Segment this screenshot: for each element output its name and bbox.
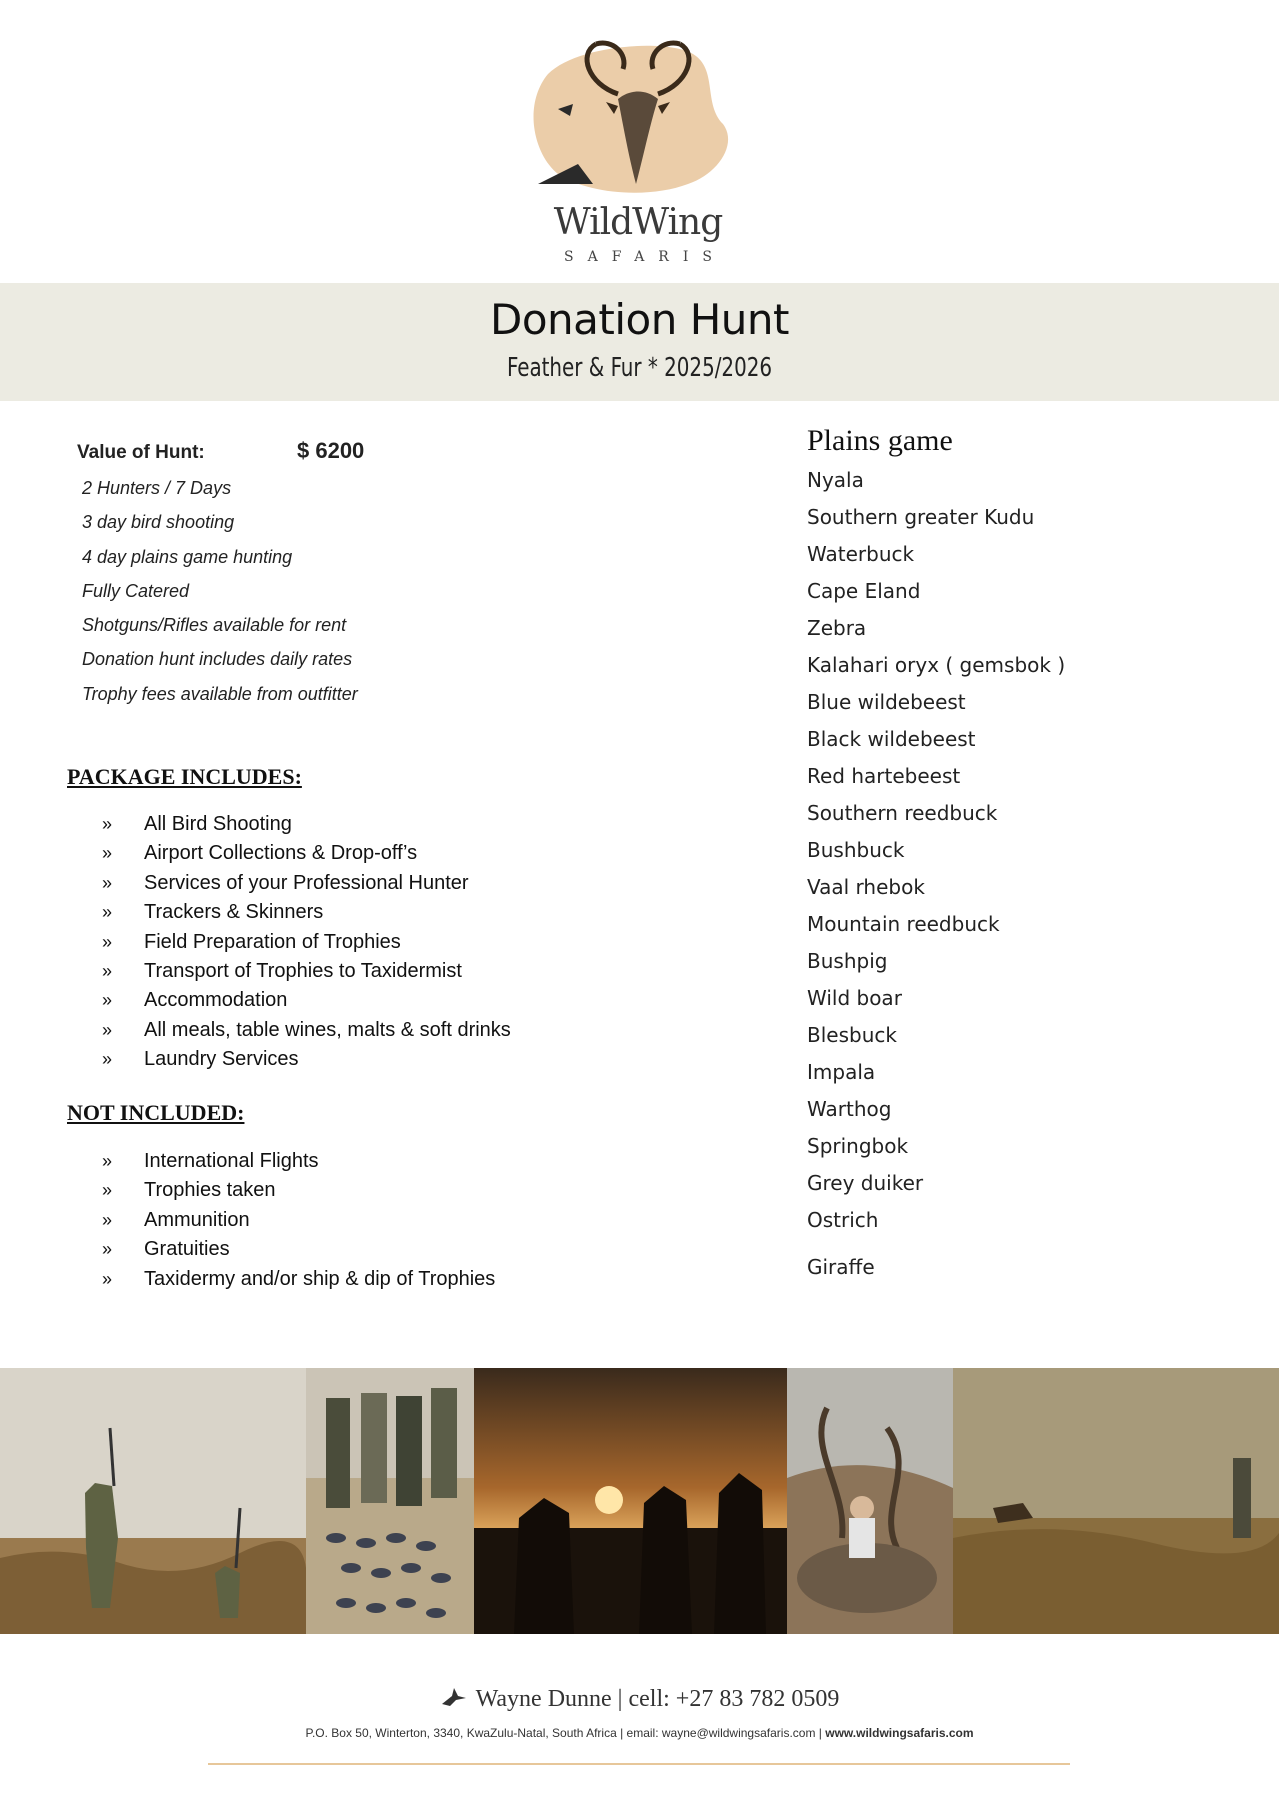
list-item: » Taxidermy and/or ship & dip of Trophies xyxy=(102,1265,702,1294)
bird-logo-icon xyxy=(440,1686,468,1708)
footer-contact xyxy=(0,1686,1279,1713)
title-band xyxy=(0,283,1279,401)
not-included-heading: NOT INCLUDED: xyxy=(67,1100,245,1125)
value-amount: $ 6200 xyxy=(297,438,365,463)
list-item: Cape Eland xyxy=(807,579,921,603)
bullet-chevron-icon: » xyxy=(102,990,113,1011)
list-item: Red hartebeest xyxy=(807,764,961,788)
footer-website-link[interactable]: www.wildwingsafaris.com xyxy=(825,1726,974,1740)
plains-game-extra: Giraffe xyxy=(807,1255,875,1279)
footer-contact-text: Wayne Dunne | cell: +27 83 782 0509 xyxy=(475,1686,840,1712)
bullet-chevron-icon: » xyxy=(102,931,113,952)
logo xyxy=(518,34,758,274)
value-of-hunt xyxy=(77,436,497,466)
list-item: » All meals, table wines, malts & soft drinks xyxy=(102,1016,702,1045)
list-item: » Ammunition xyxy=(102,1206,702,1235)
list-item: Southern greater Kudu xyxy=(807,505,1035,529)
list-item: Fully Catered xyxy=(82,580,190,601)
list-item: » All Bird Shooting xyxy=(102,810,702,839)
footer-address-text: P.O. Box 50, Winterton, 3340, KwaZulu-Natal, South Africa | email: wayne@wildwingsafaris.com | xyxy=(305,1726,826,1740)
field-dog-photo xyxy=(953,1368,1279,1634)
list-item: » Trophies taken xyxy=(102,1176,702,1205)
kudu-emblem-icon xyxy=(518,34,758,210)
list-item: Blesbuck xyxy=(807,1023,897,1047)
list-item: Waterbuck xyxy=(807,542,915,566)
list-item: 2 Hunters / 7 Days xyxy=(82,478,232,498)
list-item: Mountain reedbuck xyxy=(807,912,1000,936)
list-item: » Trackers & Skinners xyxy=(102,898,702,927)
bullet-chevron-icon: » xyxy=(102,1180,113,1201)
not-included-list xyxy=(102,1147,702,1294)
page-title: Donation Hunt xyxy=(490,295,789,344)
footer-divider xyxy=(208,1763,1070,1765)
list-item: 3 day bird shooting xyxy=(82,512,235,533)
logo-wordmark: WildWing xyxy=(553,202,723,243)
package-includes-list xyxy=(102,810,702,1075)
bullet-chevron-icon: » xyxy=(102,1268,113,1289)
list-item: Ostrich xyxy=(807,1208,879,1232)
list-item: Vaal rhebok xyxy=(807,875,925,899)
bullet-chevron-icon: » xyxy=(102,902,113,923)
bullet-chevron-icon: » xyxy=(102,960,113,981)
hunters-group-photo xyxy=(306,1368,474,1634)
bullet-chevron-icon: » xyxy=(102,1049,113,1070)
bullet-chevron-icon: » xyxy=(102,814,113,834)
bird-shooting-photo xyxy=(0,1368,306,1634)
list-item: » Services of your Professional Hunter xyxy=(102,869,702,898)
list-item: Warthog xyxy=(807,1097,892,1121)
bullet-chevron-icon: » xyxy=(102,1239,113,1260)
bullet-chevron-icon: » xyxy=(102,872,113,893)
plains-game-heading: Plains game xyxy=(807,424,953,457)
page-subtitle: Feather & Fur * 2025/2026 xyxy=(506,353,773,383)
list-item: Bushpig xyxy=(807,949,888,973)
list-item: » Transport of Trophies to Taxidermist xyxy=(102,957,702,986)
list-item: Impala xyxy=(807,1060,876,1084)
list-item: Shotguns/Rifles available for rent xyxy=(82,615,347,636)
list-item: » Field Preparation of Trophies xyxy=(102,928,702,957)
list-item: Springbok xyxy=(807,1134,909,1158)
list-item: Nyala xyxy=(807,468,864,492)
hunt-details-list xyxy=(82,474,532,714)
bullet-chevron-icon: » xyxy=(102,843,113,864)
footer-address xyxy=(0,1726,1279,1740)
list-item: 4 day plains game hunting xyxy=(82,546,293,567)
list-item: » Gratuities xyxy=(102,1235,702,1264)
kudu-trophy-photo xyxy=(787,1368,953,1634)
list-item: Donation hunt includes daily rates xyxy=(82,649,353,670)
list-item: Kalahari oryx ( gemsbok ) xyxy=(807,653,1066,677)
list-item: Bushbuck xyxy=(807,838,905,862)
plains-game-list xyxy=(807,465,1227,1242)
list-item: Blue wildebeest xyxy=(807,690,966,714)
bullet-chevron-icon: » xyxy=(102,1019,113,1040)
list-item: » International Flights xyxy=(102,1147,702,1176)
bullet-chevron-icon: » xyxy=(102,1209,113,1230)
list-item: Trophy fees available from outfitter xyxy=(82,683,358,704)
sunset-silhouette-photo xyxy=(474,1368,787,1634)
list-item: Grey duiker xyxy=(807,1171,924,1195)
list-item: » Laundry Services xyxy=(102,1045,702,1074)
list-item: Wild boar xyxy=(807,986,902,1010)
value-label: Value of Hunt: xyxy=(77,442,205,463)
list-item: » Airport Collections & Drop-off’s xyxy=(102,839,702,868)
package-includes-heading: PACKAGE INCLUDES: xyxy=(67,764,302,789)
bullet-chevron-icon: » xyxy=(102,1151,113,1171)
list-item: Southern reedbuck xyxy=(807,801,998,825)
list-item: Black wildebeest xyxy=(807,727,976,751)
photo-strip xyxy=(0,1368,1279,1634)
logo-subtitle: SAFARIS xyxy=(564,249,726,265)
list-item: » Accommodation xyxy=(102,986,702,1015)
list-item: Zebra xyxy=(807,616,867,640)
